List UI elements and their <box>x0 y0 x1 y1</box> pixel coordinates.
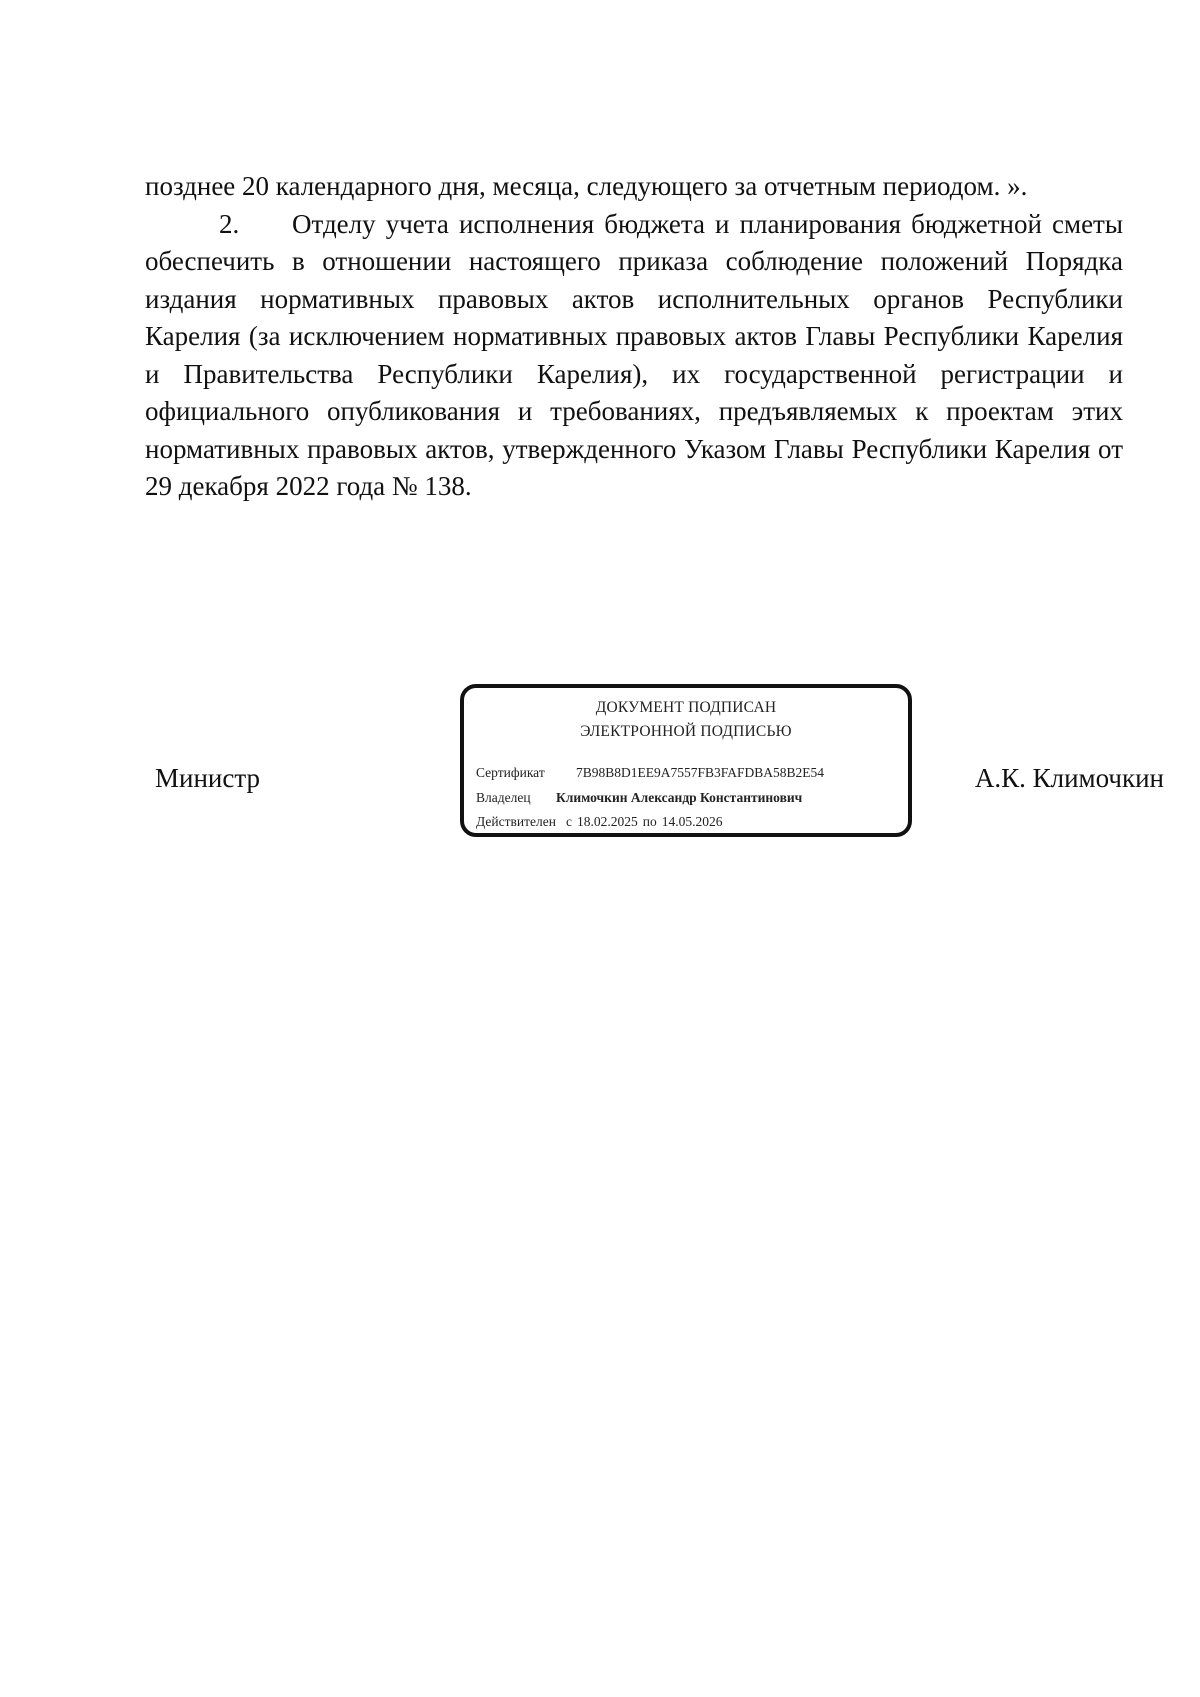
continuation-paragraph: позднее 20 календарного дня, месяца, следующего за отчетным периодом. ». <box>145 171 1028 201</box>
stamp-title <box>464 696 908 744</box>
signer-name: А.К. Климочкин <box>974 763 1164 793</box>
document-body <box>145 168 1123 506</box>
validity-label: Действителен <box>476 814 556 829</box>
owner-label: Владелец <box>476 790 531 805</box>
electronic-signature-stamp <box>460 684 912 837</box>
stamp-title-line-1: ДОКУМЕНТ ПОДПИСАН <box>595 699 777 716</box>
item-2-number: 2. <box>219 208 240 239</box>
certificate-value: 7B98B8D1EE9A7557FB3FAFDBA58B2E54 <box>576 765 825 780</box>
item-2-paragraph <box>145 206 1123 506</box>
stamp-certificate-row <box>476 763 824 783</box>
stamp-title-line-2: ЭЛЕКТРОННОЙ ПОДПИСЬЮ <box>580 723 792 740</box>
valid-from-date: 18.02.2025 <box>577 814 638 829</box>
valid-from-prefix: с <box>566 814 572 829</box>
stamp-validity-row <box>476 812 722 832</box>
stamp-owner-row <box>476 788 802 808</box>
valid-to-prefix: по <box>642 814 657 829</box>
signer-role: Министр <box>155 763 260 793</box>
item-2-text: Отделу учета исполнения бюджета и планирования бюджетной сметы обеспечить в отношении настоящего приказа соблюдение положений Порядка издания нормативных правовых актов исполнительных органов Республики Карелия (за исключением нормативных правовых актов Главы Республики Карелия и Правительства Республики Карелия), их государственной регистрации и официального опубликования и требованиях, предъявляемых к проектам этих нормативных правовых актов, утвержденного Указом Главы Республики Карелия от 29 декабря 2022 года № 138. <box>145 208 1123 501</box>
signature-block <box>0 684 1200 844</box>
certificate-label: Сертификат <box>476 765 545 780</box>
owner-value: Климочкин Александр Константинович <box>556 790 803 805</box>
valid-to-date: 14.05.2026 <box>661 814 723 829</box>
